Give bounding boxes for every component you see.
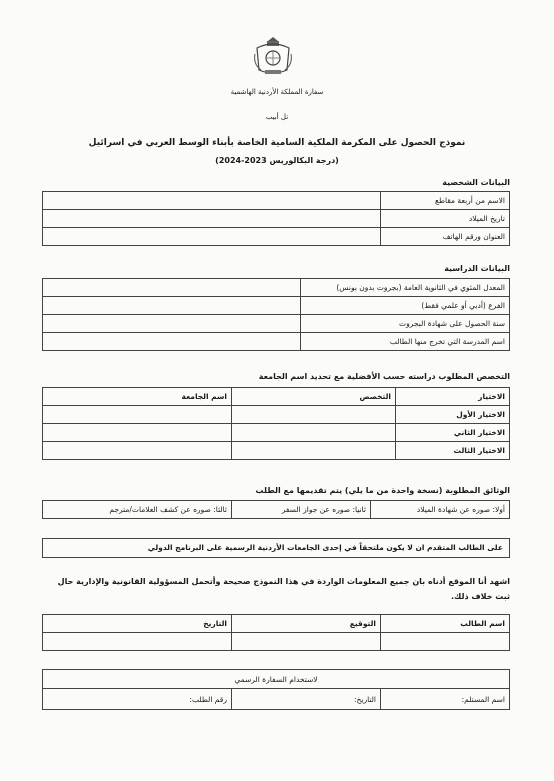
university-3-field[interactable] xyxy=(43,442,232,460)
recipient-name-label: اسم المستلم: xyxy=(381,689,510,710)
birthdate-label: تاريخ الميلاد xyxy=(381,210,510,228)
choice-header: الاختيار xyxy=(396,388,510,406)
official-use-table xyxy=(42,669,510,710)
signature-table xyxy=(42,614,510,651)
table-header-row xyxy=(43,670,510,689)
choice-2-label: الاختيار الثاني xyxy=(396,424,510,442)
year-label: سنة الحصول على شهادة البجروت xyxy=(301,315,510,333)
branch-label: الفرع (أدبي أو علمي فقط) xyxy=(301,297,510,315)
specialty-section-title: التخصص المطلوب دراسته حسب الأفضلية مع تحديد اسم الجامعة xyxy=(258,372,510,381)
name-label: الاسم من أربعة مقاطع xyxy=(381,192,510,210)
official-use-title: لاستخدام السفارة الرسمي xyxy=(43,670,510,689)
request-number-label: رقم الطلب: xyxy=(43,689,232,710)
student-name-field[interactable] xyxy=(381,633,510,651)
school-label: اسم المدرسة التي تخرج منها الطالب xyxy=(301,333,510,351)
table-row xyxy=(43,279,510,297)
grade-field[interactable] xyxy=(43,279,301,297)
declaration-text: اشهد أنا الموقع أدناه بان جميع المعلومات الواردة في هذا النموذج صحيحة وأتحمل المسؤولية القانونية والإدارية حال ثبت خلاف ذلك. xyxy=(57,577,510,601)
personal-table xyxy=(42,191,510,246)
major-2-field[interactable] xyxy=(232,424,396,442)
table-row xyxy=(43,442,510,460)
birthdate-field[interactable] xyxy=(43,210,381,228)
document-item-1: أولا: صوره عن شهادة الميلاد xyxy=(371,501,510,519)
coat-of-arms-emblem xyxy=(251,34,295,78)
name-field[interactable] xyxy=(43,192,381,210)
major-header: التخصص xyxy=(232,388,396,406)
date-header: التاريخ xyxy=(43,615,232,633)
grade-label: المعدل المئوي في الثانوية العامة (بجروت بدون بونس) xyxy=(301,279,510,297)
table-row xyxy=(43,633,510,651)
table-row xyxy=(43,228,510,246)
personal-section-title: البيانات الشخصية xyxy=(442,178,510,187)
specialty-table xyxy=(42,387,510,460)
table-row xyxy=(43,192,510,210)
city-name: تل أبيب xyxy=(265,113,289,121)
official-date-label: التاريخ: xyxy=(232,689,381,710)
table-row xyxy=(43,406,510,424)
choice-3-label: الاختيار الثالث xyxy=(396,442,510,460)
document-item-3: ثالثا: صوره عن كشف العلامات/مترجم xyxy=(43,501,232,519)
year-field[interactable] xyxy=(43,315,301,333)
university-header: اسم الجامعة xyxy=(43,388,232,406)
form-title: نموذج الحصول على المكرمة الملكية السامية الخاصة بأبناء الوسط العربي في اسرائيل xyxy=(88,138,466,148)
school-field[interactable] xyxy=(43,333,301,351)
embassy-name: سفارة المملكة الأردنية الهاشمية xyxy=(230,88,324,96)
form-subtitle: (درجة البكالوريس 2023-2024) xyxy=(215,156,339,165)
document-item-2: ثانيا: صوره عن جواز السفر xyxy=(232,501,371,519)
major-1-field[interactable] xyxy=(232,406,396,424)
table-row xyxy=(43,210,510,228)
table-row xyxy=(43,689,510,710)
student-name-header: اسم الطالب xyxy=(381,615,510,633)
notice-box xyxy=(42,538,510,558)
table-header-row xyxy=(43,615,510,633)
academic-section-title: البيانات الدراسية xyxy=(444,264,510,273)
choice-1-label: الاختيار الأول xyxy=(396,406,510,424)
documents-section-title: الوثائق المطلوبة (نسخة واحدة من ما يلي) يتم تقديمها مع الطلب xyxy=(255,486,510,495)
university-1-field[interactable] xyxy=(43,406,232,424)
table-row xyxy=(43,333,510,351)
address-label: العنوان ورقم الهاتف xyxy=(381,228,510,246)
table-row xyxy=(43,315,510,333)
branch-field[interactable] xyxy=(43,297,301,315)
table-row xyxy=(43,501,510,519)
major-3-field[interactable] xyxy=(232,442,396,460)
academic-table xyxy=(42,278,510,351)
date-field[interactable] xyxy=(43,633,232,651)
signature-header: التوقيع xyxy=(232,615,381,633)
notice-text: على الطالب المتقدم ان لا يكون ملتحقاً في إحدى الجامعات الأردنية الرسمية على البرنامج الدولي xyxy=(147,543,503,552)
university-2-field[interactable] xyxy=(43,424,232,442)
table-row xyxy=(43,297,510,315)
signature-field[interactable] xyxy=(232,633,381,651)
table-header-row xyxy=(43,388,510,406)
documents-table xyxy=(42,500,510,519)
address-field[interactable] xyxy=(43,228,381,246)
table-row xyxy=(43,424,510,442)
